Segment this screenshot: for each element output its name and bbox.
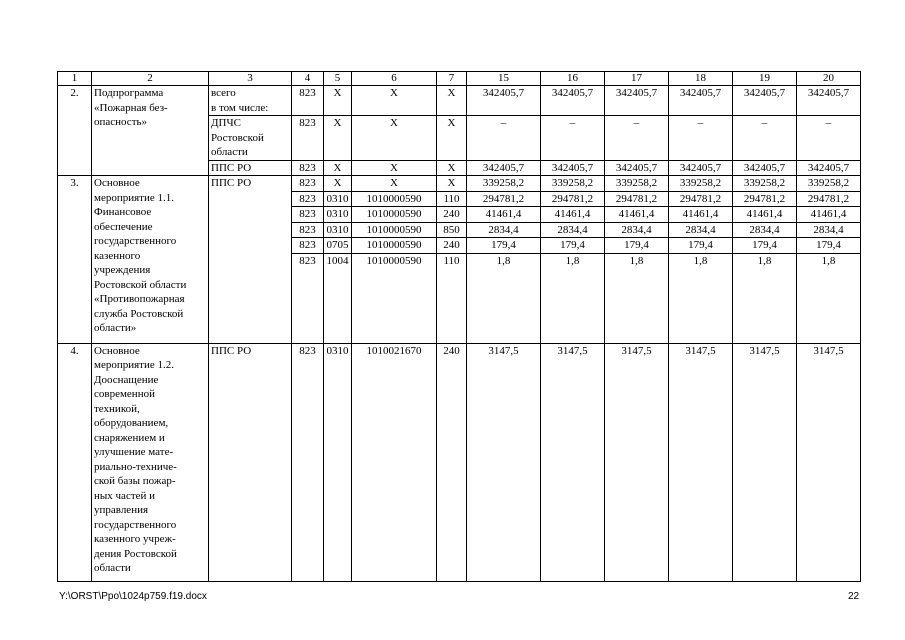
cell-value: –: [467, 116, 541, 161]
column-header: 18: [669, 72, 733, 86]
cell-code-7: Х: [437, 176, 467, 192]
cell-value: 339258,2: [797, 176, 861, 192]
cell-code-5: Х: [324, 86, 352, 116]
activity-name-line: области: [94, 562, 131, 574]
activity-name-line: мероприятие 1.2.: [94, 359, 175, 371]
cell-code-5: Х: [324, 176, 352, 192]
cell-value: 294781,2: [797, 191, 861, 207]
column-header: 4: [292, 72, 324, 86]
executor-line: в том числе:: [211, 101, 269, 114]
activity-name: [92, 176, 209, 344]
cell-code-4: 823: [292, 343, 324, 581]
activity-name-line: обеспечение: [94, 220, 153, 233]
activity-name-line: служба Ростовской: [94, 307, 184, 320]
cell-value: 342405,7: [605, 160, 669, 176]
cell-code-6: 1010000590: [352, 207, 437, 223]
cell-code-7: 110: [437, 253, 467, 343]
column-header: 3: [209, 72, 292, 86]
cell-value: 342405,7: [541, 160, 605, 176]
cell-code-5: Х: [324, 160, 352, 176]
cell-value: 41461,4: [467, 207, 541, 223]
program-name-line: «Пожарная без-: [94, 101, 168, 114]
activity-name-line: Основное: [94, 177, 140, 189]
table-row: [58, 86, 861, 116]
cell-value: 339258,2: [467, 176, 541, 192]
cell-value: 294781,2: [669, 191, 733, 207]
column-header: 17: [605, 72, 669, 86]
cell-value: 3147,5: [605, 343, 669, 581]
cell-value: 1,8: [669, 253, 733, 343]
activity-name-line: Основное: [94, 344, 140, 357]
cell-value: 339258,2: [669, 176, 733, 192]
cell-value: –: [541, 116, 605, 161]
cell-value: 2834,4: [797, 222, 861, 238]
cell-value: 342405,7: [733, 160, 797, 176]
cell-code-7: 240: [437, 238, 467, 254]
cell-code-7: 850: [437, 222, 467, 238]
column-header: 19: [733, 72, 797, 86]
activity-name-line: Ростовской области: [94, 278, 187, 291]
cell-value: 2834,4: [541, 222, 605, 238]
executor-line: ППС РО: [211, 161, 252, 174]
activity-name-line: области»: [94, 322, 137, 334]
cell-code-7: Х: [437, 86, 467, 116]
cell-value: 342405,7: [467, 160, 541, 176]
cell-value: 2834,4: [467, 222, 541, 238]
cell-code-6: Х: [352, 176, 437, 192]
cell-value: 339258,2: [541, 176, 605, 192]
activity-name: [92, 343, 209, 581]
cell-value: 1,8: [467, 253, 541, 343]
cell-value: 179,4: [669, 238, 733, 254]
activity-name-line: ской базы пожар-: [94, 475, 176, 487]
cell-code-6: 1010000590: [352, 191, 437, 207]
footer-file-path: Y:\ORST\Ppo\1024p759.f19.docx: [59, 591, 207, 602]
activity-name-line: государственного: [94, 235, 177, 247]
cell-value: 179,4: [541, 238, 605, 254]
row-number: 3.: [58, 176, 92, 344]
cell-code-4: 823: [292, 207, 324, 223]
cell-value: –: [797, 116, 861, 161]
activity-name-line: мероприятие 1.1.: [94, 191, 175, 204]
cell-code-5: 1004: [324, 253, 352, 343]
cell-value: 342405,7: [797, 160, 861, 176]
cell-value: 342405,7: [605, 86, 669, 116]
cell-code-5: 0310: [324, 191, 352, 207]
cell-value: 179,4: [605, 238, 669, 254]
cell-value: 1,8: [605, 253, 669, 343]
table-row: [58, 176, 861, 192]
cell-value: 41461,4: [733, 207, 797, 223]
executor: [209, 86, 292, 116]
cell-code-4: 823: [292, 176, 324, 192]
cell-value: 3147,5: [797, 343, 861, 581]
cell-code-7: Х: [437, 116, 467, 161]
cell-code-4: 823: [292, 222, 324, 238]
activity-name-line: управления: [94, 504, 149, 516]
cell-value: 179,4: [733, 238, 797, 254]
executor: [209, 116, 292, 161]
activity-name-line: учреждения: [94, 264, 151, 276]
column-header: 20: [797, 72, 861, 86]
cell-code-5: 0705: [324, 238, 352, 254]
activity-name-line: ных частей и: [94, 489, 156, 502]
cell-value: 1,8: [797, 253, 861, 343]
cell-code-6: 1010000590: [352, 238, 437, 254]
cell-code-5: 0310: [324, 222, 352, 238]
cell-code-4: 823: [292, 253, 324, 343]
activity-name-line: Дооснащение: [94, 373, 159, 386]
column-header: 5: [324, 72, 352, 86]
header-row: [58, 72, 861, 86]
activity-name-line: снаряжением и: [94, 431, 165, 444]
cell-code-4: 823: [292, 116, 324, 161]
cell-value: 41461,4: [605, 207, 669, 223]
cell-code-6: Х: [352, 160, 437, 176]
cell-value: 41461,4: [797, 207, 861, 223]
activity-name-line: «Противопожарная: [94, 293, 185, 305]
cell-value: 294781,2: [467, 191, 541, 207]
activity-name-line: оборудованием,: [94, 417, 169, 429]
activity-name-line: казенного: [94, 249, 141, 262]
cell-value: 3147,5: [541, 343, 605, 581]
activity-name-line: государственного: [94, 518, 177, 531]
cell-value: 41461,4: [669, 207, 733, 223]
cell-value: 342405,7: [669, 86, 733, 116]
column-header: 15: [467, 72, 541, 86]
cell-code-6: 1010000590: [352, 222, 437, 238]
activity-name-line: риально-техниче-: [94, 460, 177, 473]
cell-code-7: Х: [437, 160, 467, 176]
cell-code-7: 110: [437, 191, 467, 207]
activity-name-line: современной: [94, 388, 155, 400]
cell-value: 342405,7: [669, 160, 733, 176]
cell-code-5: 0310: [324, 343, 352, 581]
cell-code-5: Х: [324, 116, 352, 161]
program-name-line: Подпрограмма: [94, 87, 164, 99]
cell-value: –: [669, 116, 733, 161]
cell-code-4: 823: [292, 238, 324, 254]
cell-value: 2834,4: [733, 222, 797, 238]
cell-value: 342405,7: [541, 86, 605, 116]
column-header: 2: [92, 72, 209, 86]
cell-code-7: 240: [437, 343, 467, 581]
cell-value: 179,4: [797, 238, 861, 254]
activity-name-line: улучшение мате-: [94, 446, 174, 458]
cell-value: –: [733, 116, 797, 161]
cell-code-6: Х: [352, 116, 437, 161]
column-header: 7: [437, 72, 467, 86]
activity-name-line: казенного учреж-: [94, 533, 176, 545]
table-row: [58, 343, 861, 581]
activity-name-line: Финансовое: [94, 206, 152, 218]
cell-code-4: 823: [292, 86, 324, 116]
executor-line: области: [211, 146, 248, 158]
program-name: [92, 86, 209, 176]
column-header: 6: [352, 72, 437, 86]
cell-value: 342405,7: [797, 86, 861, 116]
cell-code-4: 823: [292, 160, 324, 176]
executor: ППС РО: [209, 176, 292, 344]
cell-value: 339258,2: [605, 176, 669, 192]
cell-value: 342405,7: [467, 86, 541, 116]
cell-code-6: Х: [352, 86, 437, 116]
executor-line: ДПЧС: [211, 117, 241, 129]
column-header: 1: [58, 72, 92, 86]
program-name-line: опасность»: [94, 116, 148, 128]
activity-name-line: техникой,: [94, 402, 140, 415]
row-number: 2.: [58, 86, 92, 176]
column-header: 16: [541, 72, 605, 86]
executor-line: всего: [211, 87, 236, 99]
cell-value: 1,8: [541, 253, 605, 343]
cell-value: 3147,5: [733, 343, 797, 581]
activity-name-line: дения Ростовской: [94, 547, 177, 560]
table-body: [58, 72, 861, 582]
cell-code-7: 240: [437, 207, 467, 223]
cell-value: 294781,2: [605, 191, 669, 207]
cell-value: 41461,4: [541, 207, 605, 223]
cell-code-6: 1010000590: [352, 253, 437, 343]
executor-line: Ростовской: [211, 131, 264, 144]
cell-value: 339258,2: [733, 176, 797, 192]
cell-code-4: 823: [292, 191, 324, 207]
cell-value: 2834,4: [669, 222, 733, 238]
cell-code-6: 1010021670: [352, 343, 437, 581]
cell-value: 179,4: [467, 238, 541, 254]
row-number: 4.: [58, 343, 92, 581]
page-number: 22: [848, 591, 860, 602]
cell-value: 3147,5: [669, 343, 733, 581]
executor: ППС РО: [209, 343, 292, 581]
cell-value: 3147,5: [467, 343, 541, 581]
cell-value: 1,8: [733, 253, 797, 343]
cell-code-5: 0310: [324, 207, 352, 223]
budget-table: [57, 71, 861, 582]
executor: [209, 160, 292, 176]
cell-value: 342405,7: [733, 86, 797, 116]
cell-value: 294781,2: [733, 191, 797, 207]
cell-value: 294781,2: [541, 191, 605, 207]
cell-value: –: [605, 116, 669, 161]
cell-value: 2834,4: [605, 222, 669, 238]
